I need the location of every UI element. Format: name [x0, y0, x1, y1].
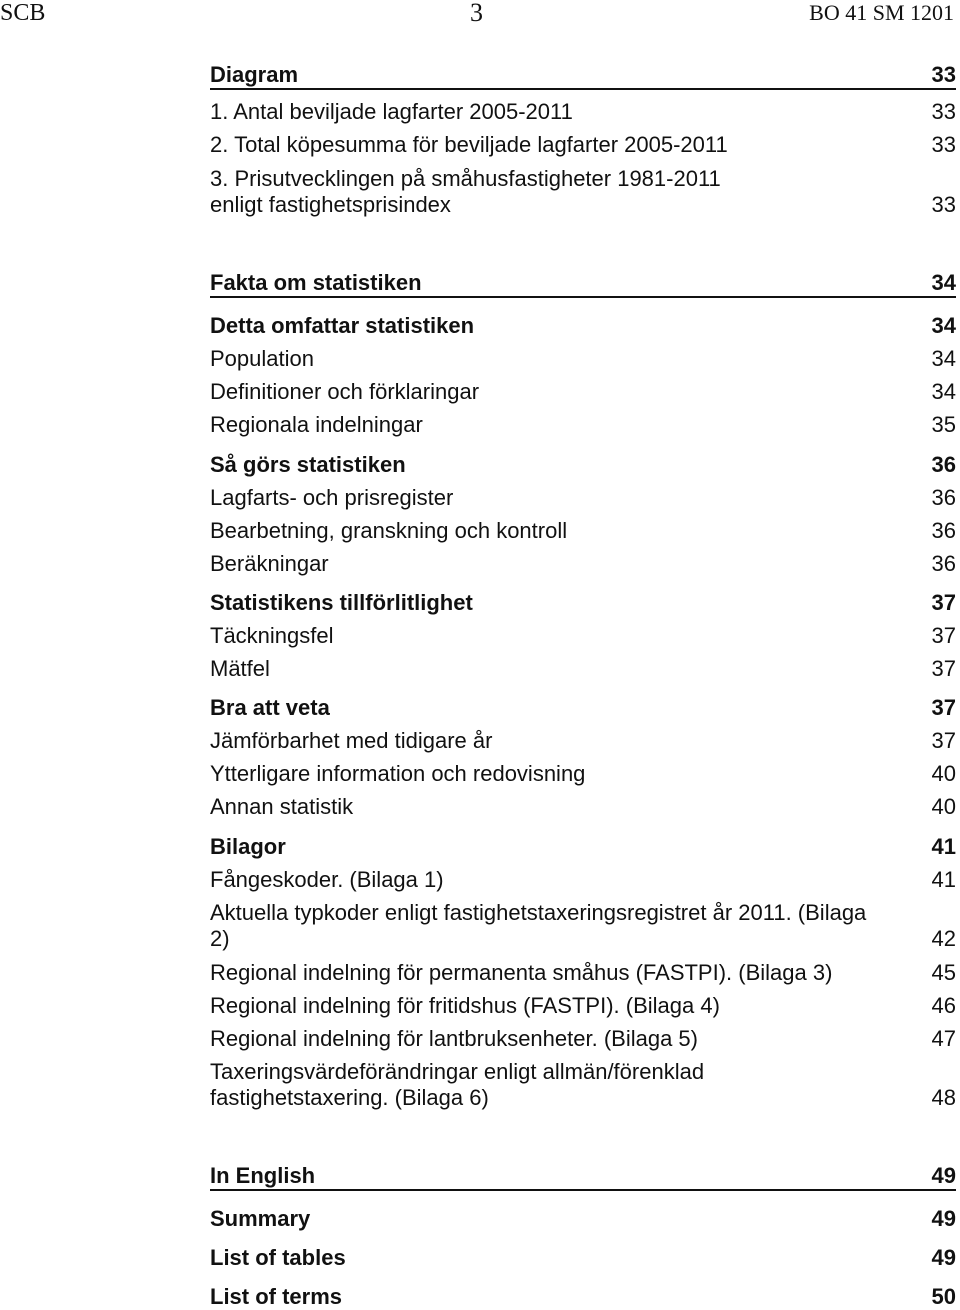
toc-page: 41 — [931, 867, 956, 892]
toc-title: Statistikens tillförlitlighet — [210, 590, 473, 615]
toc-item[interactable] — [210, 1059, 956, 1111]
toc-item[interactable] — [210, 794, 956, 820]
toc-page: 46 — [931, 993, 956, 1018]
toc-item[interactable] — [210, 412, 956, 438]
toc-title: 1. Antal beviljade lagfarter 2005-2011 — [210, 99, 573, 124]
toc-page: 33 — [931, 192, 956, 217]
toc-item[interactable] — [210, 518, 956, 544]
toc-title: Ytterligare information och redovisning — [210, 761, 586, 786]
toc-heading-in-english[interactable] — [210, 1163, 956, 1191]
toc-page: 49 — [931, 1245, 956, 1270]
toc-page: 45 — [931, 960, 956, 985]
toc-page: 37 — [931, 656, 956, 681]
toc-title: 3. Prisutvecklingen på småhusfastigheter 1981-2011 enligt fastighetsprisindex — [210, 166, 721, 217]
toc-section-sa-gors[interactable] — [210, 452, 956, 478]
toc-item[interactable] — [210, 379, 956, 405]
toc-title: Täckningsfel — [210, 623, 334, 648]
header-org: SCB — [0, 0, 46, 26]
toc-item[interactable] — [210, 761, 956, 787]
toc-item[interactable] — [210, 623, 956, 649]
toc-item[interactable] — [210, 993, 956, 1019]
toc-title: Fakta om statistiken — [210, 270, 422, 295]
toc-page: 37 — [931, 590, 956, 615]
toc-heading-diagram[interactable] — [210, 62, 956, 90]
toc-page: 37 — [931, 623, 956, 648]
toc-title: Regional indelning för lantbruksenheter. (Bilaga 5) — [210, 1026, 698, 1051]
toc-title: Lagfarts- och prisregister — [210, 485, 454, 510]
toc-title: Detta omfattar statistiken — [210, 313, 475, 338]
toc-page: 34 — [931, 313, 956, 338]
toc-page: 49 — [931, 1163, 956, 1188]
toc-page: 33 — [931, 132, 956, 157]
toc-page: 36 — [931, 485, 956, 510]
toc-section-summary[interactable] — [210, 1206, 956, 1232]
toc-heading-fakta[interactable] — [210, 270, 956, 298]
toc-page: 35 — [931, 412, 956, 437]
toc-title: Fångeskoder. (Bilaga 1) — [210, 867, 444, 892]
toc-title: Regional indelning för permanenta småhus (FASTPI). (Bilaga 3) — [210, 960, 833, 985]
toc-page: 36 — [931, 551, 956, 576]
toc-page: 40 — [931, 761, 956, 786]
toc-item[interactable] — [210, 166, 956, 218]
toc-title: Annan statistik — [210, 794, 354, 819]
toc-page: 37 — [931, 728, 956, 753]
toc-page: 47 — [931, 1026, 956, 1051]
toc-page: 40 — [931, 794, 956, 819]
toc-section-list-of-tables[interactable] — [210, 1245, 956, 1271]
toc-title: Taxeringsvärdeförändringar enligt allmän/förenklad fastighetstaxering. (Bilaga 6) — [210, 1059, 705, 1110]
toc-item[interactable] — [210, 346, 956, 372]
toc-item[interactable] — [210, 551, 956, 577]
toc-title: Bilagor — [210, 834, 286, 859]
toc-item[interactable] — [210, 867, 956, 893]
toc-title: Diagram — [210, 62, 299, 87]
toc-section-tillforlitlighet[interactable] — [210, 590, 956, 616]
toc-section-detta[interactable] — [210, 313, 956, 339]
toc-title: 2. Total köpesumma för beviljade lagfarter 2005-2011 — [210, 132, 728, 157]
toc-item[interactable] — [210, 960, 956, 986]
toc-item[interactable] — [210, 900, 956, 952]
toc-page: 34 — [931, 270, 956, 295]
toc-page: 49 — [931, 1206, 956, 1231]
toc-title: Regional indelning för fritidshus (FASTPI). (Bilaga 4) — [210, 993, 720, 1018]
toc-title: Beräkningar — [210, 551, 329, 576]
toc-section-list-of-terms[interactable] — [210, 1284, 956, 1310]
toc-page: 34 — [931, 346, 956, 371]
toc-item[interactable] — [210, 1026, 956, 1052]
toc-page: 36 — [931, 518, 956, 543]
toc-page: 50 — [931, 1284, 956, 1309]
toc-item[interactable] — [210, 656, 956, 682]
toc-title: In English — [210, 1163, 316, 1188]
toc-page: 48 — [931, 1085, 956, 1110]
toc-page: 36 — [931, 452, 956, 477]
toc-title: Mätfel — [210, 656, 270, 681]
toc-title: Summary — [210, 1206, 311, 1231]
toc-title: Regionala indelningar — [210, 412, 423, 437]
toc-page: 33 — [931, 99, 956, 124]
toc-item[interactable] — [210, 132, 956, 158]
toc-item[interactable] — [210, 485, 956, 511]
toc-title: Bra att veta — [210, 695, 330, 720]
toc-title: Så görs statistiken — [210, 452, 406, 477]
toc-page: 37 — [931, 695, 956, 720]
toc-page: 34 — [931, 379, 956, 404]
toc-section-bilagor[interactable] — [210, 834, 956, 860]
toc-title: Aktuella typkoder enligt fastighetstaxeringsregistret år 2011. (Bilaga 2) — [210, 900, 867, 951]
toc-title: Jämförbarhet med tidigare år — [210, 728, 493, 753]
page-number: 3 — [470, 0, 483, 27]
header-report-id: BO 41 SM 1201 — [809, 0, 954, 25]
toc-section-bra-att-veta[interactable] — [210, 695, 956, 721]
toc-title: Definitioner och förklaringar — [210, 379, 480, 404]
toc-page: 33 — [931, 62, 956, 87]
toc-page: 41 — [931, 834, 956, 859]
toc-title: Population — [210, 346, 314, 371]
toc-item[interactable] — [210, 99, 956, 125]
toc-item[interactable] — [210, 728, 956, 754]
toc-title: List of tables — [210, 1245, 346, 1270]
toc-title: Bearbetning, granskning och kontroll — [210, 518, 568, 543]
toc-page: 42 — [931, 926, 956, 951]
toc-title: List of terms — [210, 1284, 343, 1309]
